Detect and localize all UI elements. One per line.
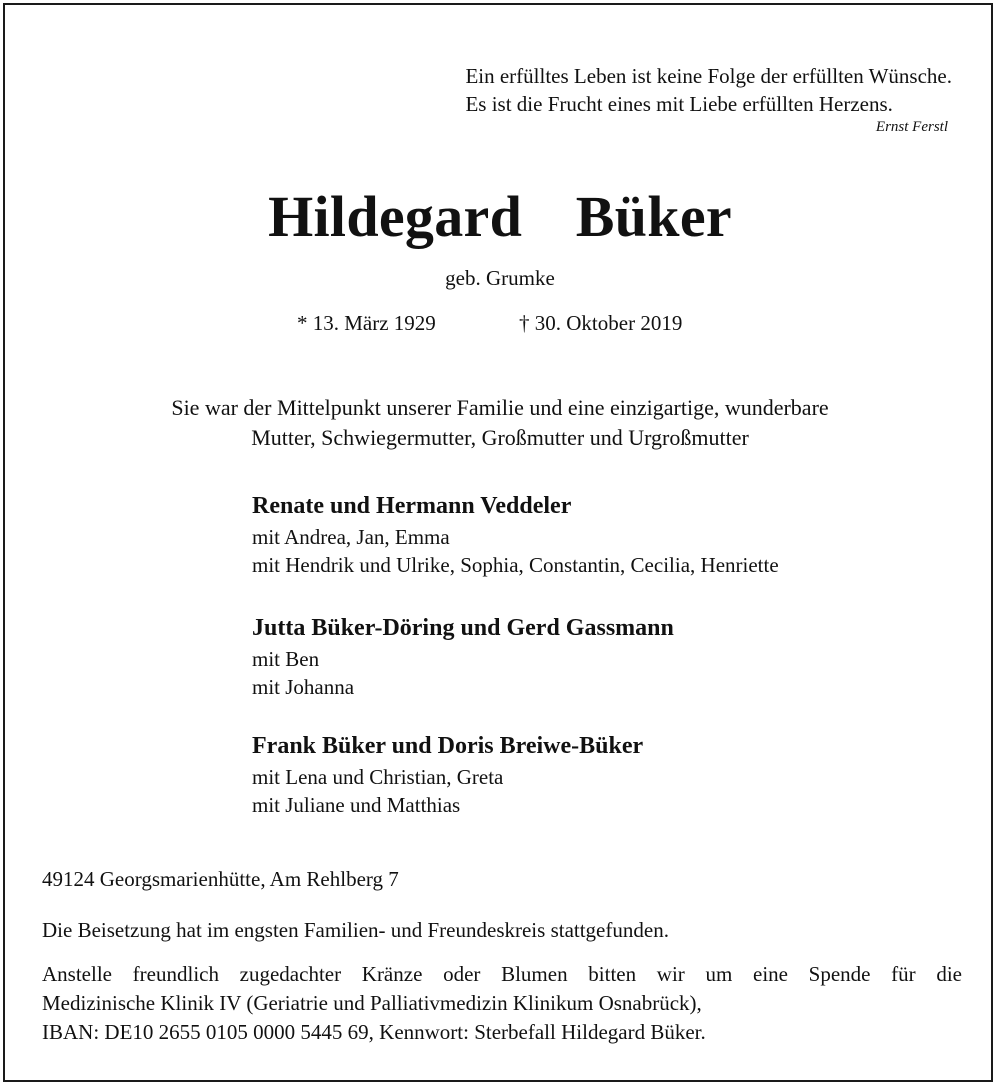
- family-member-line: mit Johanna: [252, 675, 355, 699]
- family-member-line: mit Hendrik und Ulrike, Sophia, Constantin, Cecilia, Henriette: [252, 553, 779, 577]
- deceased-name: Hildegard Büker: [268, 184, 732, 249]
- quote-line: Es ist die Frucht eines mit Liebe erfüllten Herzens.: [465, 92, 893, 116]
- family-name: Jutta Büker-Döring und Gerd Gassmann: [252, 615, 674, 641]
- family-member-line: mit Lena und Christian, Greta: [252, 765, 504, 789]
- family-member-line: mit Ben: [252, 647, 320, 671]
- tribute: [0, 393, 1000, 453]
- family-member-line: mit Juliane und Matthias: [252, 793, 461, 817]
- family-name: Renate und Hermann Veddeler: [252, 493, 572, 519]
- donation-line: Anstelle freundlich zugedachter Kränze oder Blumen bitten wir um eine Spende für die: [42, 962, 962, 986]
- family-group: [252, 729, 643, 819]
- family-group: [252, 489, 779, 579]
- birth-date: * 13. März 1929: [297, 311, 436, 335]
- donation-note: [42, 960, 962, 1047]
- donation-line: IBAN: DE10 2655 0105 0000 5445 69, Kennwort: Sterbefall Hildegard Büker.: [42, 1020, 706, 1044]
- death-date: † 30. Oktober 2019: [519, 311, 683, 335]
- quote-author: Ernst Ferstl: [875, 119, 948, 135]
- family-member-line: mit Andrea, Jan, Emma: [252, 525, 450, 549]
- family-name: Frank Büker und Doris Breiwe-Büker: [252, 733, 644, 759]
- family-group: [252, 611, 674, 701]
- maiden-name: geb. Grumke: [445, 266, 555, 290]
- tribute-line: Mutter, Schwiegermutter, Großmutter und Urgroßmutter: [251, 425, 749, 450]
- quote: [465, 62, 952, 118]
- donation-line: Medizinische Klinik IV (Geriatrie und Palliativmedizin Klinikum Osnabrück),: [42, 991, 702, 1015]
- address: 49124 Georgsmarienhütte, Am Rehlberg 7: [42, 867, 399, 891]
- tribute-line: Sie war der Mittelpunkt unserer Familie und eine einzigartige, wunderbare: [171, 395, 829, 420]
- quote-line: Ein erfülltes Leben ist keine Folge der erfüllten Wünsche.: [465, 64, 952, 88]
- funeral-note: Die Beisetzung hat im engsten Familien- und Freundeskreis stattgefunden.: [42, 918, 669, 942]
